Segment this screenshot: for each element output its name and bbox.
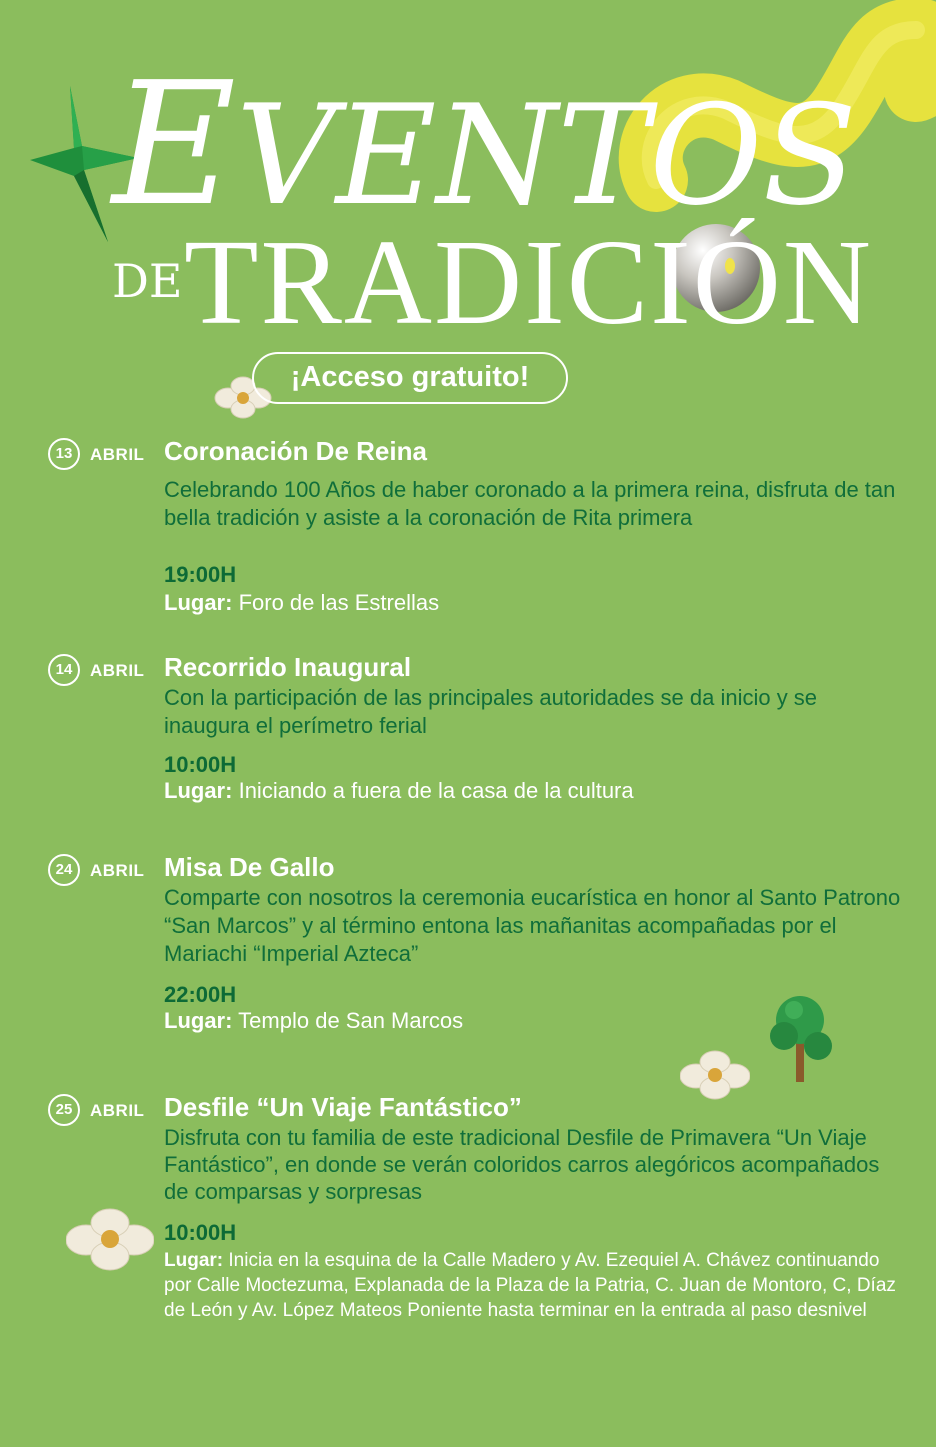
event-title: Recorrido Inaugural — [164, 652, 412, 682]
event-time: 19:00H — [164, 562, 237, 587]
event-month: ABRIL — [90, 1101, 145, 1120]
event-time: 10:00H — [164, 752, 237, 777]
flower-icon — [66, 1208, 154, 1272]
event-day: 13 — [48, 438, 80, 470]
free-access-badge: ¡Acceso gratuito! — [252, 352, 568, 404]
event-description: Con la participación de las principales autoridades se da inicio y se inaugura el perímetro ferial — [164, 685, 818, 738]
event-title: Coronación De Reina — [164, 436, 427, 466]
event-title: Misa De Gallo — [164, 852, 335, 882]
event-time: 10:00H — [164, 1220, 237, 1245]
event-description: Comparte con nosotros la ceremonia eucarística en honor al Santo Patrono “San Marcos” y al término entona las mañanitas acompañadas por el Mariachi “Imperial Azteca” — [164, 885, 901, 966]
event-description: Celebrando 100 Años de haber coronado a la primera reina, disfruta de tan bella tradición y asiste a la coronación de Rita primera — [164, 477, 896, 530]
title-de: DE — [112, 254, 183, 308]
flower-icon — [680, 1050, 750, 1100]
event-month: ABRIL — [90, 445, 145, 464]
title-tradicion: TRADICIÓN — [184, 215, 873, 350]
event-time: 22:00H — [164, 982, 237, 1007]
event-place: Lugar: Inicia en la esquina de la Calle Madero y Av. Ezequiel A. Chávez continuando por Calle Moctezuma, Explanada de la Plaza de la Patria, C. Juan de Montoro, C, Díaz de León y Av. López Mateos Poniente hasta terminar en la entrada al paso desnivel — [164, 1250, 896, 1321]
event-description: Disfruta con tu familia de este tradicional Desfile de Primavera “Un Viaje Fantástico”, en donde se verán coloridos carros alegóricos acompañados de comparsas y sorpresas — [164, 1125, 880, 1204]
event-place: Lugar: Iniciando a fuera de la casa de la cultura — [164, 778, 634, 803]
event-place: Lugar: Foro de las Estrellas — [164, 590, 440, 615]
event-day: 25 — [48, 1094, 80, 1126]
tree-icon — [762, 992, 838, 1088]
title-eventos: EVENTOS — [112, 46, 857, 244]
event-title: Desfile “Un Viaje Fantástico” — [164, 1092, 522, 1122]
event-day: 14 — [48, 654, 80, 686]
event-day: 24 — [48, 854, 80, 886]
event-month: ABRIL — [90, 661, 145, 680]
event-month: ABRIL — [90, 861, 145, 880]
event-place: Lugar: Templo de San Marcos — [164, 1008, 464, 1033]
